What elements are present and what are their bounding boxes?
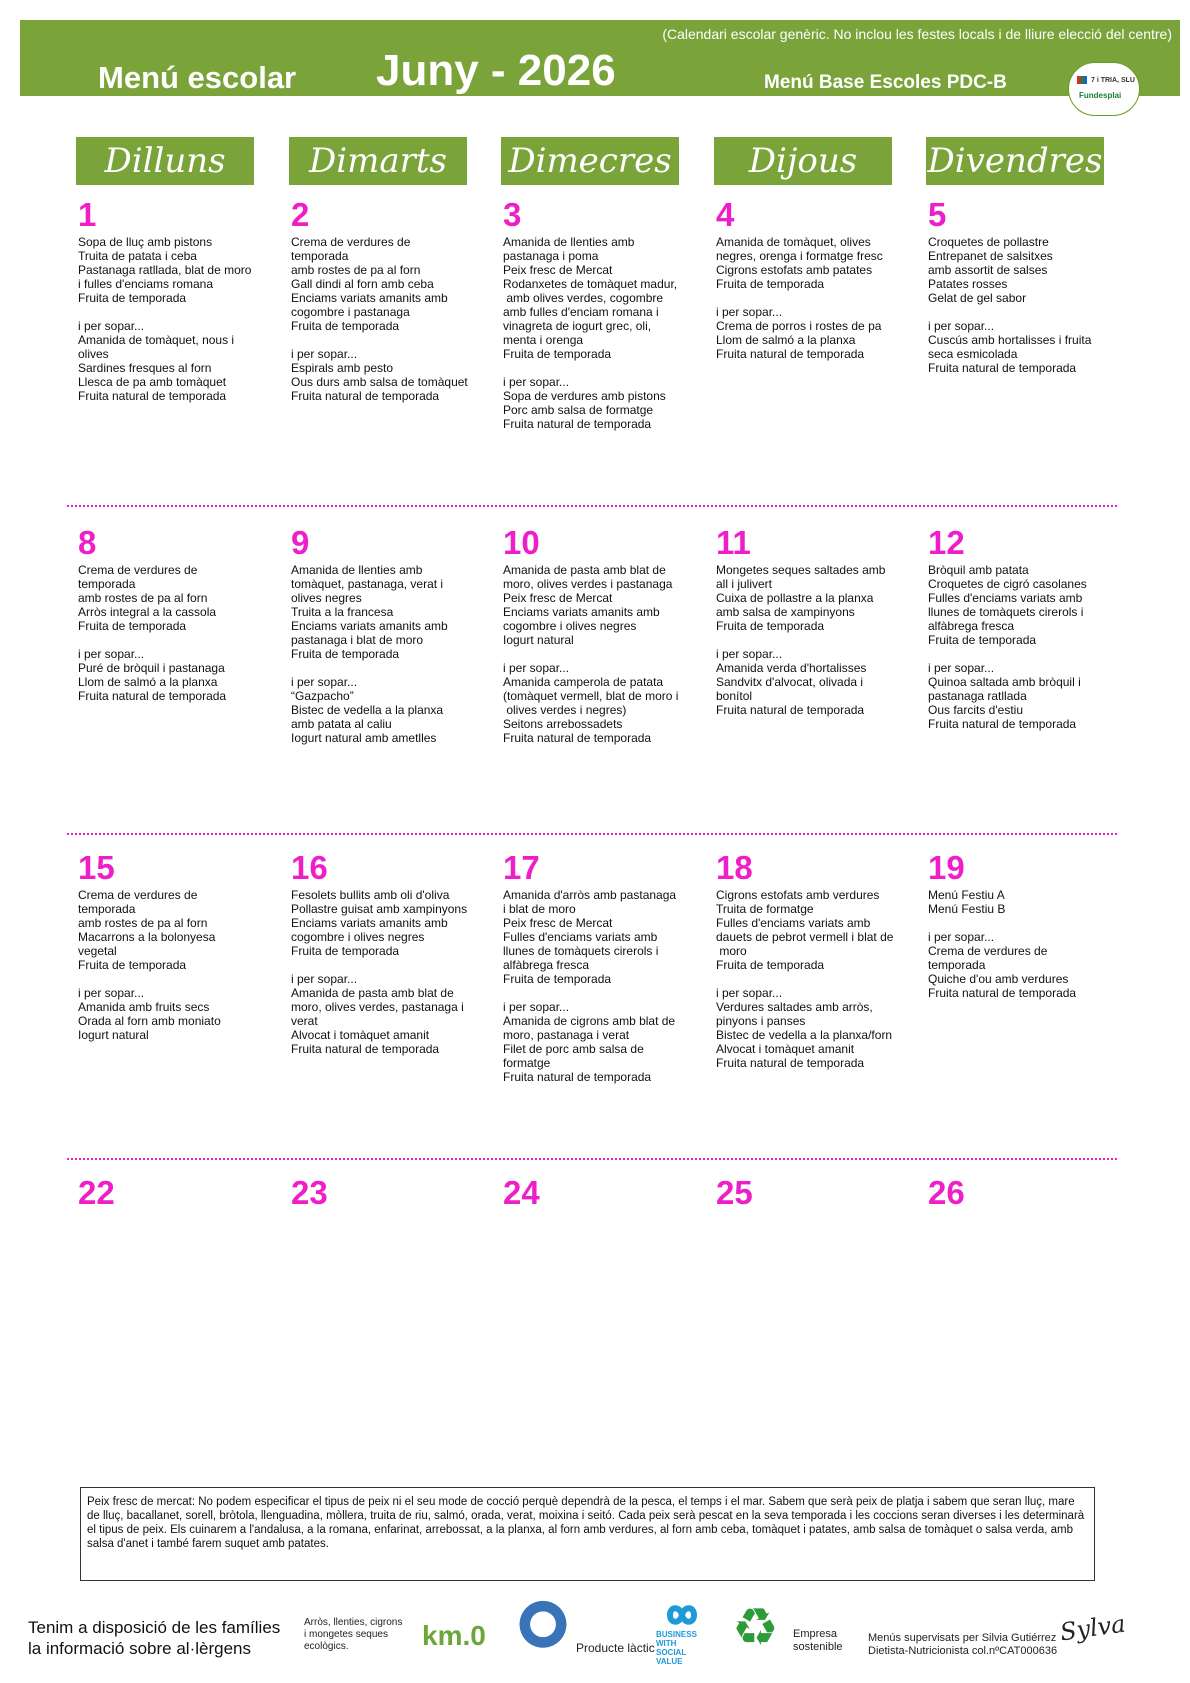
menu-item: Rodanxetes de tomàquet madur, (503, 277, 678, 291)
bsv-line-2: WITH (656, 1639, 677, 1648)
day-number: 19 (928, 849, 965, 886)
menu-item (291, 661, 471, 675)
menu-item: Porc amb salsa de formatge (503, 403, 654, 417)
week-separator (67, 1158, 1117, 1160)
day-number: 4 (716, 196, 735, 233)
menu-item: Seitons arrebossadets (503, 717, 623, 731)
day-cell (928, 525, 1108, 731)
day-number: 24 (503, 1174, 540, 1211)
day-cell (78, 525, 258, 703)
menu-item: Amanida de llenties amb (291, 563, 423, 577)
menu-item: Amanida camperola de patata (503, 675, 664, 689)
menu-item: Amanida d'arròs amb pastanaga (503, 888, 677, 902)
day-header-0: Dilluns (76, 137, 254, 185)
menu-base-label: Menú Base Escoles PDC-B (764, 72, 1007, 93)
menu-item: Fruita de temporada (78, 958, 187, 972)
day-header-4: Divendres (926, 137, 1104, 185)
menu-item (291, 333, 471, 347)
menu-item: Orada al forn amb moniato (78, 1014, 221, 1028)
eco-line-2: i mongetes seques (304, 1629, 388, 1640)
menu-item: Cigrons estofats amb patates (716, 263, 873, 277)
menu-item: pastanaga ratllada (928, 689, 1027, 703)
day-header-2: Dimecres (501, 137, 679, 185)
logo-bars-icon (1077, 76, 1087, 84)
menu-item: negres, orenga i formatge fresc (716, 249, 883, 263)
menu-item (928, 305, 1108, 319)
menu-item: i per sopar... (503, 661, 570, 675)
menu-item: i per sopar... (928, 930, 995, 944)
menu-item: Peix fresc de Mercat (503, 263, 613, 277)
menu-item: i per sopar... (78, 647, 145, 661)
fundesplai-logo (1068, 62, 1140, 116)
day-number: 25 (716, 1174, 753, 1211)
menu-item: Mongetes seques saltades amb (716, 563, 886, 577)
menu-item: pinyons i panses (716, 1014, 806, 1028)
menu-item: Fruita natural de temporada (291, 1042, 440, 1056)
menu-item: Iogurt natural (78, 1028, 149, 1042)
menu-item: Fruita natural de temporada (928, 361, 1077, 375)
menu-item: Fruita de temporada (78, 619, 187, 633)
menu-item: Espirals amb pesto (291, 361, 394, 375)
bsv-line-4: VALUE (656, 1657, 683, 1666)
menu-item: amb rostes de pa al forn (78, 916, 208, 930)
menu-item: Quiche d'ou amb verdures (928, 972, 1069, 986)
day-cell (291, 1175, 471, 1213)
day-number: 3 (503, 196, 522, 233)
menu-item: Fruita natural de temporada (503, 1070, 652, 1084)
day-number: 26 (928, 1174, 965, 1211)
menu-item: Puré de bròquil i pastanaga (78, 661, 225, 675)
menu-item (78, 305, 258, 319)
brand-title: Menú escolar (98, 60, 297, 95)
menu-item: Fruita de temporada (503, 972, 612, 986)
menu-item: Amanida de pasta amb blat de (503, 563, 666, 577)
menu-item: Crema de verdures de (291, 235, 411, 249)
menu-item: Pollastre guisat amb xampinyons (291, 902, 468, 916)
day-cell (503, 525, 683, 745)
menu-item: i per sopar... (503, 1000, 570, 1014)
menu-item: Alvocat i tomàquet amanit (291, 1028, 430, 1042)
menu-item: Verdures saltades amb arròs, (716, 1000, 873, 1014)
menu-item: Cigrons estofats amb verdures (716, 888, 880, 902)
menu-item: moro, olives verdes i pastanaga (503, 577, 673, 591)
menu-item: Fruita de temporada (291, 319, 400, 333)
menu-item: Peix fresc de Mercat (503, 591, 613, 605)
sustain-line-2: sostenible (793, 1641, 843, 1653)
menu-item: Fruita natural de temporada (716, 347, 865, 361)
menu-item: Menú Festiu A (928, 888, 1005, 902)
day-number: 17 (503, 849, 540, 886)
menu-item: Ous farcits d'estiu (928, 703, 1023, 717)
day-cell (503, 1175, 683, 1213)
menu-item: Fruita de temporada (78, 291, 187, 305)
menu-item: Llesca de pa amb tomàquet (78, 375, 227, 389)
menu-item: amb rostes de pa al forn (291, 263, 421, 277)
menu-item: Amanida amb fruits secs (78, 1000, 210, 1014)
menu-item: Fruita natural de temporada (716, 703, 865, 717)
allergens-notice (28, 1617, 280, 1659)
day-header-3: Dijous (714, 137, 892, 185)
day-cell (503, 197, 683, 431)
day-number: 10 (503, 524, 540, 561)
menu-item: olives negres (291, 591, 362, 605)
day-number: 18 (716, 849, 753, 886)
menu-item: Iogurt natural (503, 633, 574, 647)
supervised-line-1: Menús supervisats per Silvia Gutiérrez (868, 1632, 1057, 1644)
farm-logo-icon (513, 1600, 573, 1654)
signature: Sylva (1058, 1609, 1128, 1647)
menu-item: Fruita de temporada (716, 277, 825, 291)
day-number: 2 (291, 196, 310, 233)
menu-item: all i julivert (716, 577, 773, 591)
menu-item: moro, pastanaga i verat (503, 1028, 630, 1042)
menu-item: i fulles d'enciams romana (78, 277, 214, 291)
menu-item: llunes de tomàquets cirerols i (503, 944, 659, 958)
menu-item: Amanida de llenties amb (503, 235, 635, 249)
menu-item: llunes de tomàquets cirerols i (928, 605, 1084, 619)
menu-item: Peix fresc de Mercat (503, 916, 613, 930)
day-number: 5 (928, 196, 947, 233)
menu-item: Fruita de temporada (291, 647, 400, 661)
menu-item: alfàbrega fresca (928, 619, 1015, 633)
menu-item: i per sopar... (928, 319, 995, 333)
day-number: 16 (291, 849, 328, 886)
menu-item: verat (291, 1014, 318, 1028)
menu-item: i per sopar... (78, 319, 145, 333)
menu-item: i per sopar... (291, 675, 358, 689)
day-cell (716, 197, 896, 361)
menu-item: Croquetes de cigró casolanes (928, 577, 1087, 591)
menu-item: Llom de salmó a la planxa (716, 333, 856, 347)
menu-item (78, 633, 258, 647)
day-cell (78, 197, 258, 403)
menu-item: formatge (503, 1056, 551, 1070)
day-cell (928, 197, 1108, 375)
menu-item: cogombre i olives negres (291, 930, 425, 944)
menu-item: Enciams variats amanits amb (291, 291, 448, 305)
sustainable-label (793, 1628, 843, 1654)
menu-item: Crema de verdures de (928, 944, 1048, 958)
menu-item: Truita a la francesa (291, 605, 394, 619)
menu-item: Fruita natural de temporada (928, 986, 1077, 1000)
menu-item: Fruita natural de temporada (503, 731, 652, 745)
menu-item: (tomàquet vermell, blat de moro i (503, 689, 679, 703)
day-cell (716, 850, 896, 1070)
menu-item (503, 647, 683, 661)
menu-item: Fruita natural de temporada (928, 717, 1077, 731)
day-number: 11 (716, 524, 751, 561)
menu-item: Ous durs amb salsa de tomàquet (291, 375, 468, 389)
menu-item: amb olives verdes, cogombre (503, 291, 664, 305)
menu-item: Crema de verdures de (78, 563, 198, 577)
menu-item: i per sopar... (928, 661, 995, 675)
week-separator (67, 833, 1117, 835)
menu-item: Bistec de vedella a la planxa/forn (716, 1028, 893, 1042)
menu-item: moro (716, 944, 747, 958)
menu-item: Sopa de lluç amb pistons (78, 235, 213, 249)
day-cell (291, 850, 471, 1056)
menu-item: Pastanaga ratllada, blat de moro (78, 263, 252, 277)
eco-note (304, 1617, 402, 1653)
menu-item: Fulles d'enciams variats amb (503, 930, 658, 944)
menu-item: Fruita de temporada (716, 958, 825, 972)
menu-item: Fruita natural de temporada (716, 1056, 865, 1070)
recycle-icon: ♻ (732, 1599, 779, 1657)
day-number: 8 (78, 524, 97, 561)
day-cell (291, 525, 471, 745)
menu-item: vinagreta de iogurt grec, oli, (503, 319, 652, 333)
menu-item (928, 916, 1108, 930)
supervised-line-2: Dietista-Nutricionista col.nºCAT000636 (868, 1645, 1058, 1657)
menu-item: Enciams variats amanits amb (503, 605, 660, 619)
menu-item: Llom de salmó a la planxa (78, 675, 218, 689)
menu-item: i per sopar... (503, 375, 570, 389)
menu-item (503, 361, 683, 375)
menu-item: Fruita de temporada (716, 619, 825, 633)
menu-item: Fruita natural de temporada (78, 389, 227, 403)
menu-item: Fruita natural de temporada (291, 389, 440, 403)
menu-item: Enciams variats amanits amb (291, 916, 448, 930)
logo-company-name: 7 i TRIA, SLU (1091, 77, 1135, 84)
menu-item: temporada (78, 902, 136, 916)
menu-item: Amanida verda d'hortalisses (716, 661, 867, 675)
menu-item: olives verdes i negres) (503, 703, 627, 717)
menu-item: i per sopar... (291, 347, 358, 361)
menu-item: i per sopar... (291, 972, 358, 986)
menu-item: amb rostes de pa al forn (78, 591, 208, 605)
menu-item: Arròs integral a la cassola (78, 605, 217, 619)
day-cell (503, 850, 683, 1084)
week-separator (67, 505, 1117, 507)
header-banner (20, 20, 1180, 96)
menu-item: Sardines fresques al forn (78, 361, 212, 375)
logo-fundesplai-text: Fundesplai (1079, 91, 1122, 100)
day-number: 15 (78, 849, 115, 886)
menu-item: Menú Festiu B (928, 902, 1006, 916)
supervision-note (868, 1632, 1057, 1658)
business-social-value-logo (656, 1600, 708, 1666)
infinity-icon (656, 1600, 708, 1630)
menu-item: alfàbrega fresca (503, 958, 590, 972)
menu-item: amb fulles d'enciam romana i (503, 305, 659, 319)
menu-item: Amanida de pasta amb blat de (291, 986, 454, 1000)
allergens-line-1: Tenim a disposició de les famílies (28, 1618, 281, 1637)
allergens-line-2: la informació sobre al·lèrgens (28, 1639, 251, 1658)
bsv-line-1: BUSINESS (656, 1630, 697, 1639)
day-cell (928, 850, 1108, 1000)
menu-item: Quinoa saltada amb bròquil i (928, 675, 1081, 689)
menu-item: Fruita natural de temporada (78, 689, 227, 703)
menu-item: Patates rosses (928, 277, 1008, 291)
menu-item: Sopa de verdures amb pistons (503, 389, 666, 403)
day-number: 12 (928, 524, 965, 561)
menu-item: Enciams variats amanits amb (291, 619, 448, 633)
menu-item: Filet de porc amb salsa de (503, 1042, 644, 1056)
month-title: Juny - 2026 (376, 46, 616, 95)
menu-item: temporada (291, 249, 349, 263)
menu-item: Truita de formatge (716, 902, 814, 916)
menu-item: i per sopar... (78, 986, 145, 1000)
menu-item: Truita de patata i ceba (78, 249, 197, 263)
sustain-line-1: Empresa (793, 1628, 838, 1640)
menu-item: menta i orenga (503, 333, 584, 347)
day-number: 9 (291, 524, 310, 561)
menu-item (503, 986, 683, 1000)
day-number: 1 (78, 196, 97, 233)
menu-item: pastanaga i blat de moro (291, 633, 424, 647)
bsv-line-3: SOCIAL (656, 1648, 687, 1657)
menu-item: Gall dindi al forn amb ceba (291, 277, 434, 291)
menu-item: i blat de moro (503, 902, 576, 916)
menu-item (928, 647, 1108, 661)
menu-item: Fesolets bullits amb oli d'oliva (291, 888, 450, 902)
day-cell (78, 850, 258, 1042)
day-number: 23 (291, 1174, 328, 1211)
menu-item: Croquetes de pollastre (928, 235, 1049, 249)
menu-item (291, 958, 471, 972)
day-cell (928, 1175, 1108, 1213)
menu-item: vegetal (78, 944, 117, 958)
menu-item: Bistec de vedella a la planxa (291, 703, 444, 717)
menu-item: Alvocat i tomàquet amanit (716, 1042, 855, 1056)
menu-item: Crema de verdures de (78, 888, 198, 902)
menu-item: “Gazpacho” (291, 689, 354, 703)
day-cell (716, 1175, 896, 1213)
menu-item: Fruita de temporada (928, 633, 1037, 647)
menu-item: temporada (78, 577, 136, 591)
menu-item: Crema de porros i rostes de pa (716, 319, 882, 333)
menu-item (78, 972, 258, 986)
day-number: 22 (78, 1174, 115, 1211)
menu-item: Fruita de temporada (503, 347, 612, 361)
menu-item (716, 633, 896, 647)
menu-item: Cuscús amb hortalisses i fruita (928, 333, 1092, 347)
fish-footnote: Peix fresc de mercat: No podem especificar el tipus de peix ni el seu mode de cocció perquè dependrà de la pesca, el temps i el mar. Sabem que serà peix de platja i sabem que seran lluç, mare de lluç, bacallanet, sorell, bròtola, llenguadina, mòllera, truita de riu, salmó, orada, verat, moixina i seitó. Cada peix serà pescat en la seva temporada i les coccions seran diverses i les determinarà el tipus de peix. Els cuinarem a l'andalusa, a la romana, enfarinat, arrebossat, a la planxa, al forn amb verdures, al forn amb ceba, tomàquet i patates, amb salsa de tomàquet o salsa verda, amb salsa d'anet i també farem suquet amb patates. (80, 1487, 1095, 1581)
menu-item: bonítol (716, 689, 753, 703)
menu-item: cogombre i pastanaga (291, 305, 410, 319)
menu-item: amb patata al caliu (291, 717, 392, 731)
menu-item (716, 291, 896, 305)
menu-item: amb assortit de salses (928, 263, 1048, 277)
menu-item: i per sopar... (716, 305, 783, 319)
menu-item: Amanida de tomàquet, nous i (78, 333, 235, 347)
menu-item: dauets de pebrot vermell i blat de (716, 930, 894, 944)
menu-item: amb salsa de xampinyons (716, 605, 855, 619)
eco-line-3: ecològics. (304, 1641, 349, 1652)
menu-item: pastanaga i poma (503, 249, 599, 263)
menu-item (716, 972, 896, 986)
menu-item: Fulles d'enciams variats amb (716, 916, 871, 930)
menu-item: Iogurt natural amb ametlles (291, 731, 437, 745)
menu-item: Bròquil amb patata (928, 563, 1029, 577)
menu-item: Macarrons a la bolonyesa (78, 930, 216, 944)
calendar-note: (Calendari escolar genèric. No inclou les festes locals i de lliure elecció del centre) (662, 26, 1172, 42)
menu-item: cogombre i olives negres (503, 619, 637, 633)
menu-item: seca esmicolada (928, 347, 1018, 361)
menu-item: temporada (928, 958, 986, 972)
menu-item: Fruita natural de temporada (503, 417, 652, 431)
lactic-label: Producte làctic (576, 1641, 655, 1655)
day-cell (716, 525, 896, 717)
menu-item: Cuixa de pollastre a la planxa (716, 591, 874, 605)
day-header-1: Dimarts (289, 137, 467, 185)
menu-item: Entrepanet de salsitxes (928, 249, 1053, 263)
menu-item: Amanida de tomàquet, olives (716, 235, 871, 249)
menu-item: Amanida de cigrons amb blat de (503, 1014, 676, 1028)
menu-item: tomàquet, pastanaga, verat i (291, 577, 444, 591)
menu-item: i per sopar... (716, 986, 783, 1000)
menu-item: i per sopar... (716, 647, 783, 661)
eco-line-1: Arròs, llenties, cigrons (304, 1617, 403, 1628)
menu-item: Fruita de temporada (291, 944, 400, 958)
day-cell (78, 1175, 258, 1213)
menu-item: olives (78, 347, 109, 361)
km0-logo: km.0 (422, 1620, 486, 1651)
menu-item: moro, olives verdes, pastanaga i (291, 1000, 464, 1014)
menu-item: Sandvitx d'alvocat, olivada i (716, 675, 864, 689)
menu-item: Gelat de gel sabor (928, 291, 1027, 305)
menu-item: Fulles d'enciams variats amb (928, 591, 1083, 605)
day-cell (291, 197, 471, 403)
